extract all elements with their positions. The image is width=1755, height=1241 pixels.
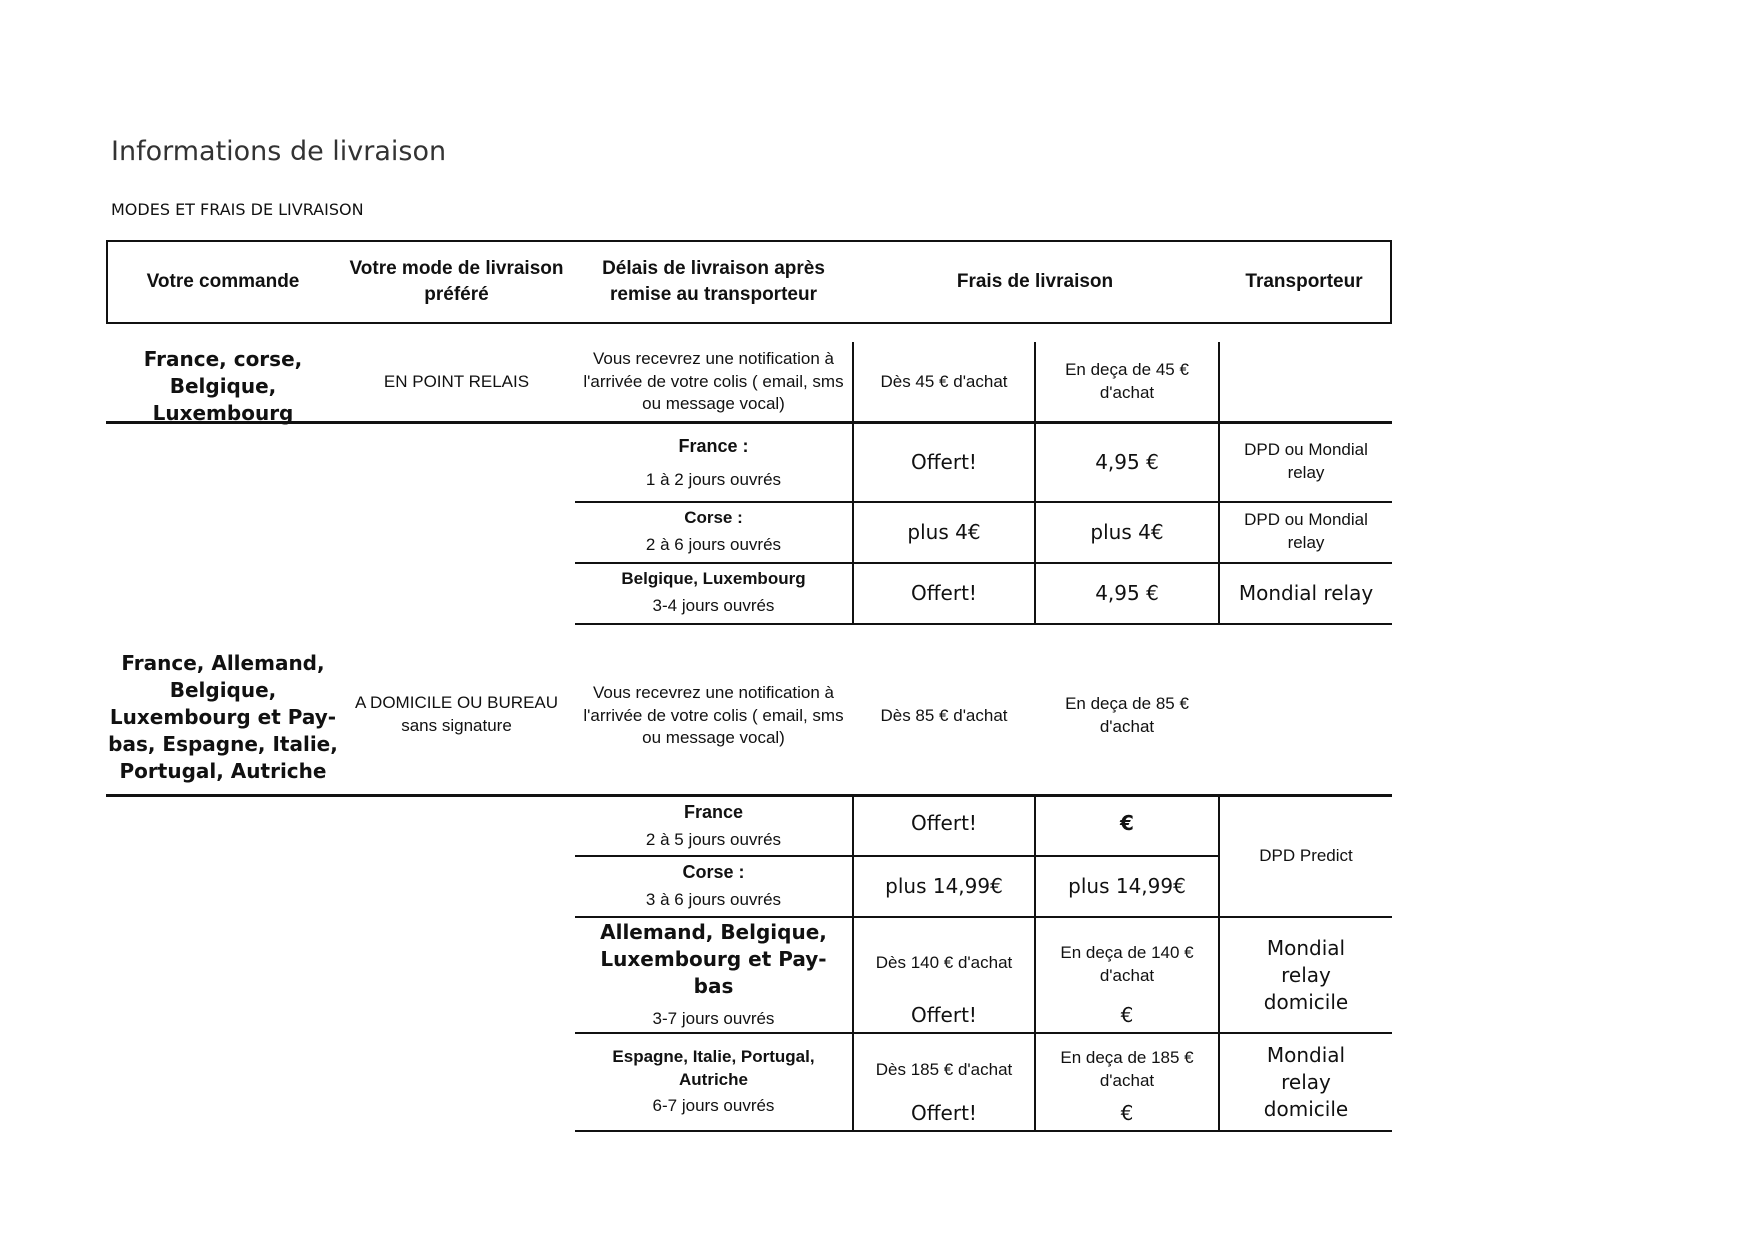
relais-row-corse <box>575 503 852 561</box>
relais-free-benelux: Offert! <box>911 580 977 605</box>
europe1-paid-threshold: En deça de 140 € d'achat <box>1060 943 1194 985</box>
europe1-paid: € <box>1120 1002 1134 1027</box>
dest-label: Corse : <box>682 862 745 883</box>
notification-relais: Vous recevrez une notification à l'arrivée de votre colis ( email, sms ou message vocal) <box>583 348 844 414</box>
dest-label: Espagne, Italie, Portugal, Autriche <box>612 1046 815 1089</box>
paid-threshold-relais: En deça de 45 € d'achat <box>1065 360 1189 402</box>
delay-label: 1 à 2 jours ouvrés <box>645 469 782 489</box>
header-delais: Délais de livraison après remise au transporteur <box>602 258 825 305</box>
header-votre-commande: Votre commande <box>146 271 300 293</box>
mode-domicile-line1: A DOMICILE OU BUREAU <box>354 693 559 713</box>
header-mode-livraison: Votre mode de livraison préféré <box>349 258 564 305</box>
europe2-paid: € <box>1120 1100 1134 1125</box>
dest-label: France <box>683 802 744 823</box>
delay-label: 3-7 jours ouvrés <box>652 1009 775 1029</box>
dest-label: Belgique, Luxembourg <box>621 569 806 589</box>
europe2-carrier: Mondial relay domicile <box>1263 1042 1349 1121</box>
domicile-free-france: Offert! <box>911 810 977 835</box>
relais-paid-france: 4,95 € <box>1095 449 1159 474</box>
domicile-paid-corse: plus 14,99€ <box>1068 873 1186 898</box>
relais-carrier-corse: DPD ou Mondial relay <box>1244 510 1368 552</box>
domicile-paid-france: € <box>1120 810 1134 835</box>
domicile-row-europe1 <box>575 918 852 1032</box>
zone-domicile: France, Allemand, Belgique, Luxembourg et Pay-bas, Espagne, Italie, Portugal, Autriche <box>108 651 338 783</box>
header-transporteur: Transporteur <box>1245 271 1363 293</box>
relais-carrier-benelux: Mondial relay <box>1238 580 1374 605</box>
header-frais: Frais de livraison <box>956 271 1114 293</box>
relais-row-france <box>575 424 852 502</box>
free-threshold-domicile: Dès 85 € d'achat <box>880 705 1008 725</box>
delay-label: 2 à 6 jours ouvrés <box>645 535 782 554</box>
relais-paid-corse: plus 4€ <box>1090 519 1164 544</box>
notification-domicile: Vous recevrez une notification à l'arrivée de votre colis ( email, sms ou message vocal) <box>583 682 844 748</box>
relais-carrier-france: DPD ou Mondial relay <box>1244 440 1368 482</box>
mode-domicile-line2: sans signature <box>401 716 512 735</box>
europe1-free: Offert! <box>911 1002 977 1027</box>
europe2-free-threshold: Dès 185 € d'achat <box>875 1059 1013 1079</box>
domicile-row-europe2 <box>575 1034 852 1130</box>
mode-point-relais: EN POINT RELAIS <box>383 371 530 391</box>
dest-label: Allemand, Belgique, Luxembourg et Pay-bas <box>600 920 827 999</box>
dest-label: Corse : <box>684 508 743 528</box>
section-subtitle: MODES ET FRAIS DE LIVRAISON <box>111 200 364 219</box>
mode-domicile <box>338 680 575 750</box>
paid-threshold-domicile: En deça de 85 € d'achat <box>1065 694 1189 736</box>
delay-label: 3-4 jours ouvrés <box>652 596 775 615</box>
relais-row-benelux <box>575 564 852 622</box>
europe2-free: Offert! <box>911 1100 977 1125</box>
page-title: Informations de livraison <box>111 136 447 167</box>
dest-label: France : <box>678 436 749 457</box>
relais-paid-benelux: 4,95 € <box>1095 580 1159 605</box>
carrier-dpd-predict: DPD Predict <box>1259 845 1353 865</box>
domicile-row-france <box>575 797 852 855</box>
relais-free-corse: plus 4€ <box>907 519 981 544</box>
delay-label: 6-7 jours ouvrés <box>652 1096 775 1116</box>
delay-label: 3 à 6 jours ouvrés <box>645 889 782 909</box>
europe2-paid-threshold: En deça de 185 € d'achat <box>1060 1048 1194 1090</box>
europe1-free-threshold: Dès 140 € d'achat <box>875 952 1013 972</box>
domicile-row-corse <box>575 857 852 915</box>
free-threshold-relais: Dès 45 € d'achat <box>880 371 1008 391</box>
zone-relais: France, corse, Belgique, Luxembourg <box>143 346 303 425</box>
relais-free-france: Offert! <box>911 449 977 474</box>
delay-label: 2 à 5 jours ouvrés <box>645 829 782 849</box>
domicile-free-corse: plus 14,99€ <box>885 873 1003 898</box>
europe1-carrier: Mondial relay domicile <box>1263 935 1349 1014</box>
